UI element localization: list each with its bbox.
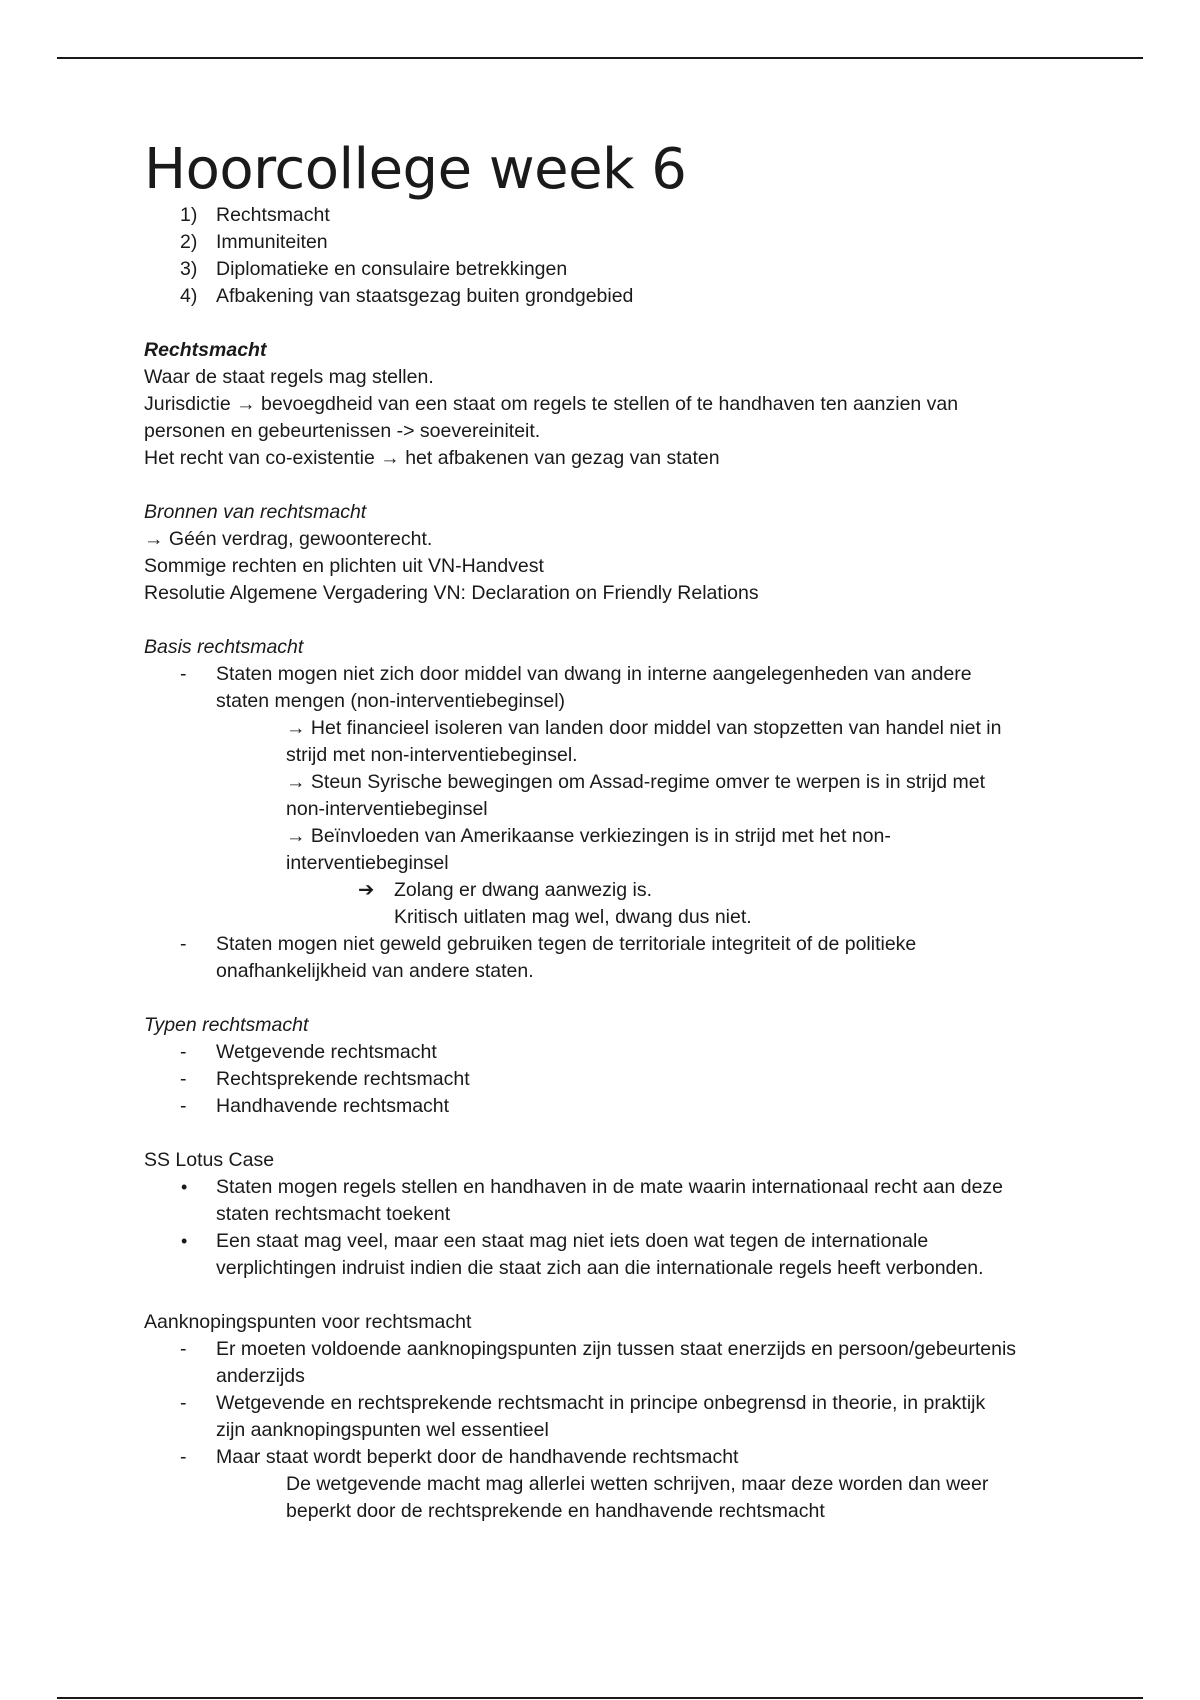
toc-text: Rechtsmacht — [216, 204, 330, 226]
sub-item: → Beïnvloeden van Amerikaanse verkiezingen is in strijd met het non- — [286, 825, 891, 847]
bullet-icon: • — [181, 1231, 188, 1251]
list-item — [144, 1390, 1064, 1417]
indented-note: De wetgevende macht mag allerlei wetten schrijven, maar deze worden dan weer — [286, 1473, 989, 1495]
list-item — [144, 1066, 1064, 1093]
toc-item — [144, 202, 1064, 229]
document-page — [144, 138, 1064, 1525]
toc-number: 2) — [180, 231, 198, 253]
sub-item-continuation: non-interventiebeginsel — [286, 798, 488, 820]
toc-item — [144, 283, 1064, 310]
bullet-continuation: verplichtingen indruist indien die staat zich aan die internationale regels heeft verbonden. — [216, 1257, 984, 1279]
bullet-text: Een staat mag veel, maar een staat mag niet iets doen wat tegen de internationale — [216, 1230, 929, 1252]
toc-item — [144, 229, 1064, 256]
list-item — [144, 1039, 1064, 1066]
footer-rule — [57, 1697, 1143, 1699]
deep-item — [144, 877, 1064, 904]
list-item-text: Wetgevende en rechtsprekende rechtsmacht in principe onbegrensd in theorie, in praktijk — [216, 1392, 986, 1414]
list-item-continuation: zijn aanknopingspunten wel essentieel — [216, 1419, 549, 1441]
dash-marker: - — [180, 1068, 187, 1090]
dash-marker: - — [180, 1446, 187, 1468]
bullet-item — [144, 1174, 1064, 1201]
toc-text: Afbakening van staatsgezag buiten grondgebied — [216, 285, 634, 307]
list-item-text: Handhavende rechtsmacht — [216, 1095, 450, 1117]
sub-item: → Steun Syrische bewegingen om Assad-regime omver te werpen is in strijd met — [286, 771, 986, 793]
list-item-continuation: staten mengen (non-interventiebeginsel) — [216, 690, 566, 712]
dash-marker: - — [180, 933, 187, 955]
section-heading: Typen rechtsmacht — [144, 1014, 309, 1036]
list-item-text: Rechtsprekende rechtsmacht — [216, 1068, 470, 1090]
page-title: Hoorcollege week 6 — [144, 137, 687, 202]
list-item-text: Er moeten voldoende aanknopingspunten zijn tussen staat enerzijds en persoon/gebeurtenis — [216, 1338, 1017, 1360]
list-item-continuation: onafhankelijkheid van andere staten. — [216, 960, 534, 982]
dash-marker: - — [180, 1095, 187, 1117]
bullet-text: Staten mogen regels stellen en handhaven in de mate waarin internationaal recht aan deze — [216, 1176, 1004, 1198]
table-of-contents — [144, 202, 1064, 310]
bullet-continuation: staten rechtsmacht toekent — [216, 1203, 451, 1225]
toc-item — [144, 256, 1064, 283]
sub-item-continuation: interventiebeginsel — [286, 852, 449, 874]
paragraph-line: Jurisdictie → bevoegdheid van een staat om regels te stellen of te handhaven ten aanzien van — [144, 393, 959, 415]
toc-text: Diplomatieke en consulaire betrekkingen — [216, 258, 568, 280]
indented-note-continuation: beperkt door de rechtsprekende en handhavende rechtsmacht — [286, 1500, 825, 1522]
list-item-text: Wetgevende rechtsmacht — [216, 1041, 437, 1063]
dash-marker: - — [180, 1392, 187, 1414]
dash-marker: - — [180, 1041, 187, 1063]
arrow-icon: ➔ — [358, 879, 375, 901]
toc-number: 3) — [180, 258, 198, 280]
section-rechtsmacht — [144, 337, 1064, 472]
paragraph-line: personen en gebeurtenissen -> soevereiniteit. — [144, 420, 541, 442]
list-item — [144, 1336, 1064, 1363]
header-rule — [57, 57, 1143, 59]
section-heading: SS Lotus Case — [144, 1149, 275, 1171]
list-item — [144, 931, 1064, 958]
list-item-text: Staten mogen niet geweld gebruiken tegen de territoriale integriteit of de politieke — [216, 933, 917, 955]
bullet-item — [144, 1228, 1064, 1255]
paragraph-line: Het recht van co-existentie → het afbakenen van gezag van staten — [144, 447, 720, 469]
toc-number: 1) — [180, 204, 198, 226]
bullet-icon: • — [181, 1177, 188, 1197]
section-basis — [144, 634, 1064, 985]
list-item — [144, 1444, 1064, 1471]
paragraph-line: → Géén verdrag, gewoonterecht. — [144, 528, 433, 550]
paragraph-line: Sommige rechten en plichten uit VN-Handvest — [144, 555, 544, 577]
list-item — [144, 1093, 1064, 1120]
section-heading: Aanknopingspunten voor rechtsmacht — [144, 1311, 472, 1333]
section-typen — [144, 1012, 1064, 1120]
toc-text: Immuniteiten — [216, 231, 328, 253]
list-item — [144, 661, 1064, 688]
dash-marker: - — [180, 663, 187, 685]
dash-marker: - — [180, 1338, 187, 1360]
paragraph-line: Resolutie Algemene Vergadering VN: Declaration on Friendly Relations — [144, 582, 759, 604]
list-item-continuation: anderzijds — [216, 1365, 305, 1387]
paragraph-line: Waar de staat regels mag stellen. — [144, 366, 434, 388]
section-aanknoping — [144, 1309, 1064, 1525]
deep-item-continuation: Kritisch uitlaten mag wel, dwang dus niet. — [394, 906, 752, 928]
section-heading: Bronnen van rechtsmacht — [144, 501, 367, 523]
deep-item-text: Zolang er dwang aanwezig is. — [394, 879, 652, 901]
section-bronnen — [144, 499, 1064, 607]
toc-number: 4) — [180, 285, 198, 307]
sub-item-continuation: strijd met non-interventiebeginsel. — [286, 744, 578, 766]
section-heading: Basis rechtsmacht — [144, 636, 304, 658]
list-item-text: Staten mogen niet zich door middel van dwang in interne aangelegenheden van andere — [216, 663, 972, 685]
section-heading: Rechtsmacht — [144, 339, 267, 361]
section-lotus — [144, 1147, 1064, 1282]
list-item-text: Maar staat wordt beperkt door de handhavende rechtsmacht — [216, 1446, 739, 1468]
sub-item: → Het financieel isoleren van landen door middel van stopzetten van handel niet in — [286, 717, 1002, 739]
